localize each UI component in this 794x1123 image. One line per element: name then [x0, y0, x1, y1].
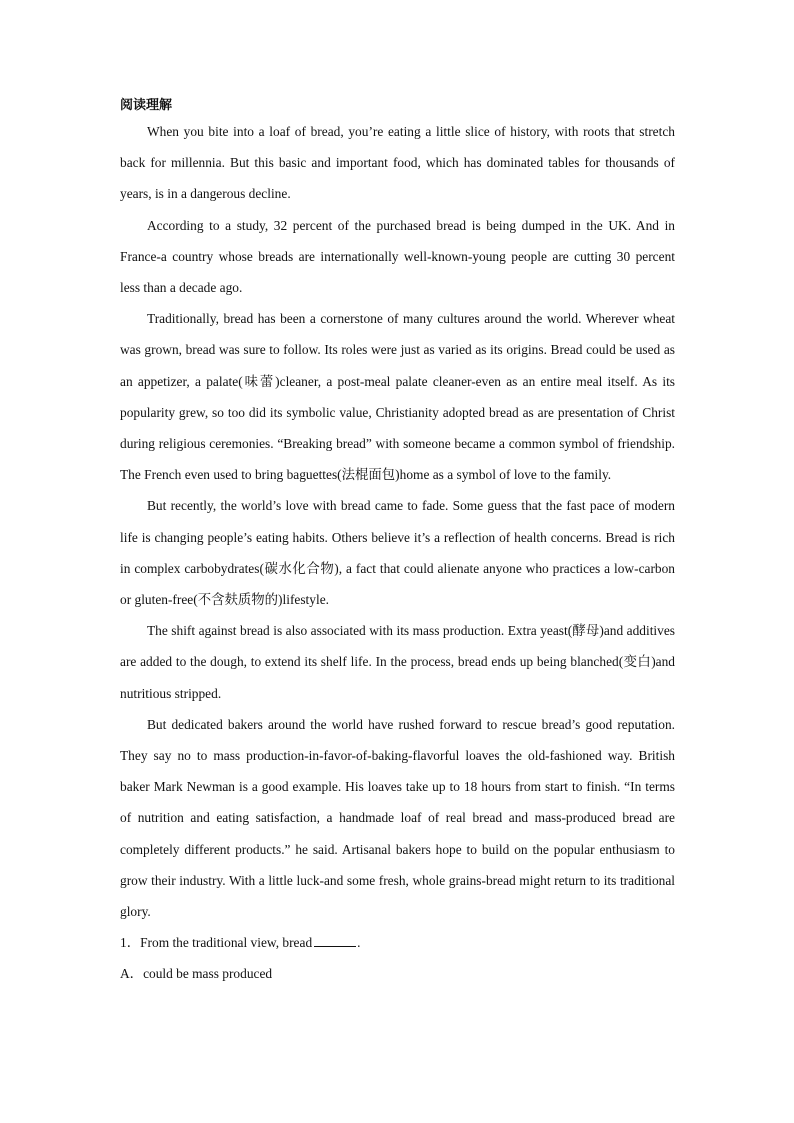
question-number: 1．: [120, 935, 141, 951]
paragraph-5: The shift against bread is also associated with its mass production. Extra yeast(酵母)and additives are added to the dough, to extend its shelf life. In the process, bread ends up being blanched(变白)and nutritious stripped.: [120, 623, 675, 701]
answer-blank: [314, 934, 356, 947]
question-stem-end: .: [357, 935, 361, 951]
option-letter: A．: [120, 966, 144, 982]
option-a: [120, 958, 675, 989]
paragraph-3: Traditionally, bread has been a cornerstone of many cultures around the world. Wherever wheat was grown, bread was sure to follow. Its roles were just as varied as its origins. Bread could be used as an appetizer, a palate(味蕾)cleaner, a post-meal palate cleaner-even as an entire meal itself. As its popularity grew, so too did its symbolic value, Christianity adopted bread as are presentation of Christ during religious ceremonies. “Breaking bread” with someone became a common symbol of friendship. The French even used to bring baguettes(法棍面包)home as a symbol of love to the family.: [120, 311, 675, 483]
paragraph-1: When you bite into a loaf of bread, you’re eating a little slice of history, with roots that stretch back for millennia. But this basic and important food, which has dominated tables for thousands of years, is in a dangerous decline.: [120, 124, 675, 202]
section-title: 阅读理解: [120, 98, 173, 113]
option-text: could be mass produced: [143, 966, 273, 982]
document-content: [120, 97, 675, 990]
paragraph-6: But dedicated bakers around the world have rushed forward to rescue bread’s good reputation. They say no to mass production-in-favor-of-baking-flavorful loaves the old-fashioned way. British baker Mark Newman is a good example. His loaves take up to 18 hours from start to finish. “In terms of nutrition and eating satisfaction, a handmade loaf of real bread and mass-produced bread are completely different products.” he said. Artisanal bakers hope to build on the popular enthusiasm to grow their industry. With a little luck-and some fresh, whole grains-bread might return to its traditional glory.: [120, 716, 675, 920]
paragraph-2: According to a study, 32 percent of the purchased bread is being dumped in the UK. And in France-a country whose breads are internationally well-known-young people are cutting 30 percent less than a decade ago.: [120, 217, 675, 296]
question-1: [120, 927, 675, 958]
question-stem: From the traditional view, bread: [140, 935, 313, 951]
paragraph-4: But recently, the world’s love with bread came to fade. Some guess that the fast pace of modern life is changing people’s eating habits. Others believe it’s a reflection of health concerns. Bread is rich in complex carbobydrates(碳水化合物), a fact that could alienate anyone who practices a low-carbon or gluten-free(不含麸质物的)lifestyle.: [120, 498, 675, 608]
